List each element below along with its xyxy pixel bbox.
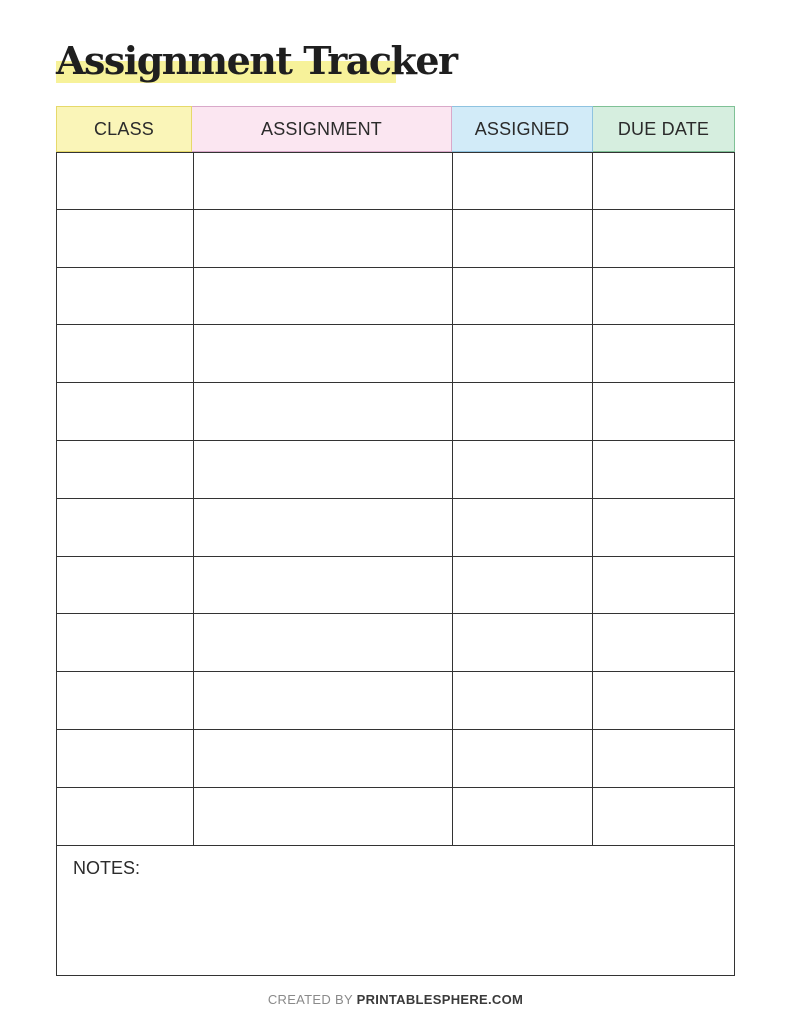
- table-row: [57, 441, 734, 499]
- cell-assignment[interactable]: [193, 268, 452, 325]
- table-row: [57, 210, 734, 268]
- table-row: [57, 325, 734, 383]
- footer-prefix: CREATED BY: [267, 992, 353, 1007]
- page-title: Assignment Tracker: [56, 38, 457, 83]
- cell-assigned[interactable]: [452, 210, 593, 267]
- cell-assignment[interactable]: [193, 557, 452, 614]
- cell-assignment[interactable]: [193, 383, 452, 440]
- cell-due-date[interactable]: [592, 268, 734, 325]
- cell-due-date[interactable]: [592, 672, 734, 729]
- cell-assignment[interactable]: [193, 499, 452, 556]
- footer-site: PRINTABLESPHERE.COM: [356, 992, 524, 1007]
- table-row: [57, 383, 734, 441]
- cell-class[interactable]: [57, 788, 193, 845]
- cell-due-date[interactable]: [592, 153, 734, 209]
- cell-due-date[interactable]: [592, 730, 734, 787]
- cell-assigned[interactable]: [452, 325, 593, 382]
- cell-due-date[interactable]: [592, 441, 734, 498]
- cell-class[interactable]: [57, 730, 193, 787]
- table-row: [57, 268, 734, 326]
- table-row: [57, 672, 734, 730]
- assignment-table: [56, 106, 735, 976]
- notes-label: NOTES:: [73, 857, 141, 878]
- cell-class[interactable]: [57, 672, 193, 729]
- header-due-date: DUE DATE: [593, 106, 735, 152]
- cell-class[interactable]: [57, 268, 193, 325]
- cell-class[interactable]: [57, 383, 193, 440]
- header-assignment: ASSIGNMENT: [192, 106, 452, 152]
- cell-due-date[interactable]: [592, 383, 734, 440]
- cell-assignment[interactable]: [193, 153, 452, 209]
- cell-class[interactable]: [57, 153, 193, 209]
- cell-class[interactable]: [57, 614, 193, 671]
- cell-assigned[interactable]: [452, 788, 593, 845]
- title-area: [56, 36, 457, 86]
- cell-due-date[interactable]: [592, 325, 734, 382]
- cell-due-date[interactable]: [592, 499, 734, 556]
- cell-class[interactable]: [57, 210, 193, 267]
- table-row: [57, 152, 734, 210]
- cell-assigned[interactable]: [452, 499, 593, 556]
- cell-assignment[interactable]: [193, 614, 452, 671]
- header-class: CLASS: [56, 106, 192, 152]
- cell-due-date[interactable]: [592, 557, 734, 614]
- cell-assigned[interactable]: [452, 441, 593, 498]
- table-row: [57, 499, 734, 557]
- cell-assignment[interactable]: [193, 672, 452, 729]
- cell-due-date[interactable]: [592, 788, 734, 845]
- cell-assignment[interactable]: [193, 325, 452, 382]
- table-header: [56, 106, 735, 152]
- cell-assigned[interactable]: [452, 730, 593, 787]
- cell-assigned[interactable]: [452, 557, 593, 614]
- cell-assignment[interactable]: [193, 788, 452, 845]
- cell-assignment[interactable]: [193, 730, 452, 787]
- table-row: [57, 788, 734, 846]
- cell-assignment[interactable]: [193, 441, 452, 498]
- cell-assigned[interactable]: [452, 672, 593, 729]
- cell-assigned[interactable]: [452, 268, 593, 325]
- cell-assigned[interactable]: [452, 383, 593, 440]
- cell-class[interactable]: [57, 325, 193, 382]
- cell-assignment[interactable]: [193, 210, 452, 267]
- cell-assigned[interactable]: [452, 153, 593, 209]
- header-assigned: ASSIGNED: [452, 106, 593, 152]
- cell-class[interactable]: [57, 499, 193, 556]
- footer-credit: [0, 992, 791, 1007]
- cell-class[interactable]: [57, 441, 193, 498]
- cell-assigned[interactable]: [452, 614, 593, 671]
- table-row: [57, 730, 734, 788]
- table-row: [57, 614, 734, 672]
- cell-due-date[interactable]: [592, 210, 734, 267]
- table-row: [57, 557, 734, 615]
- cell-class[interactable]: [57, 557, 193, 614]
- table-body: [56, 152, 735, 846]
- notes-box[interactable]: [56, 846, 735, 976]
- cell-due-date[interactable]: [592, 614, 734, 671]
